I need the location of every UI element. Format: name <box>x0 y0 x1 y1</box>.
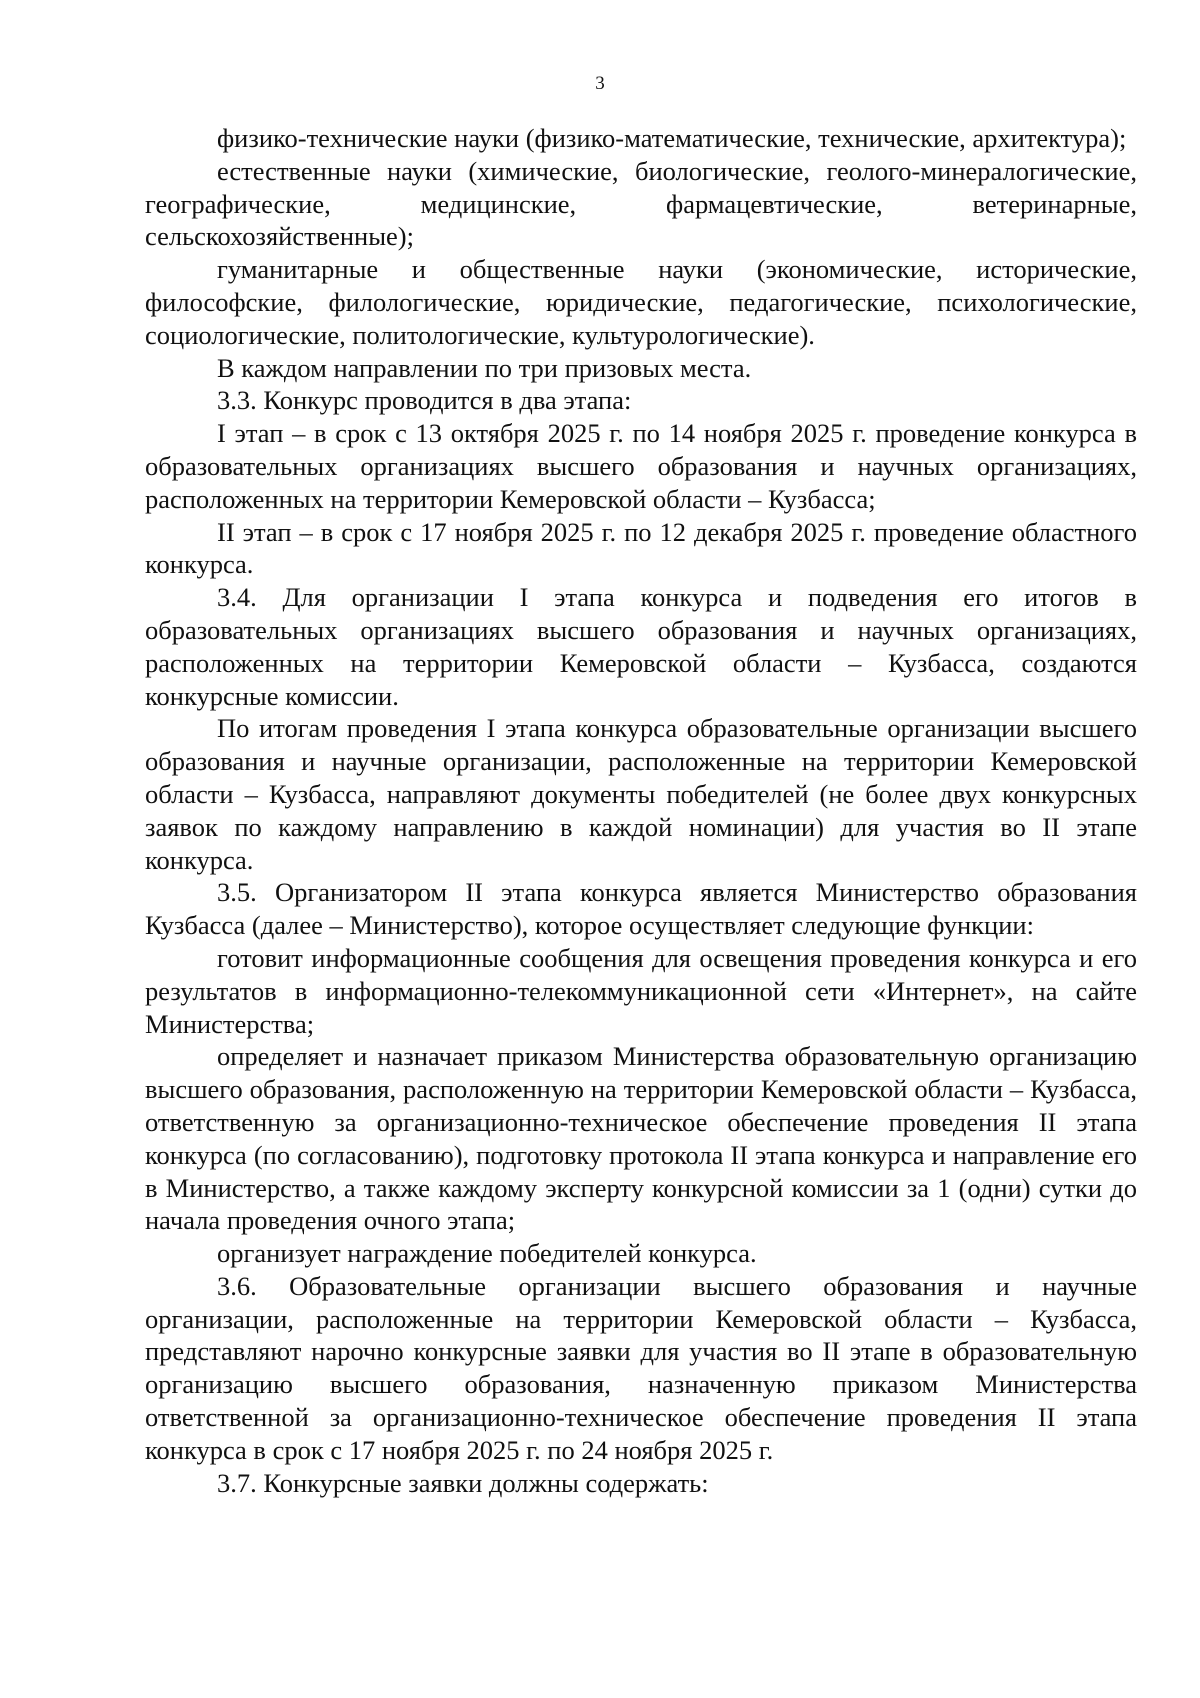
paragraph-stage-1: I этап – в срок с 13 октября 2025 г. по 14 ноября 2025 г. проведение конкурса в образовательных организациях высшего образования и научных организациях, расположенных на территории Кемеровской области – Кузбасса; <box>145 418 1137 514</box>
paragraph-stage-2: II этап – в срок с 17 ноября 2025 г. по 12 декабря 2025 г. проведение областного конкурса. <box>145 516 1137 580</box>
paragraph-3-4: 3.4. Для организации I этапа конкурса и подведения его итогов в образовательных организациях высшего образования и научных организациях, расположенных на территории Кемеровской области – Кузбасса, создаются конкурсные комиссии. <box>145 582 1137 711</box>
paragraph-physics-sciences: физико-технические науки (физико-математические, технические, архитектура); <box>217 123 1127 153</box>
paragraph-natural-sciences: естественные науки (химические, биологические, геолого-минералогические, географические, медицинские, фармацевтические, ветеринарные, сельскохозяйственные); <box>145 155 1137 252</box>
document-body <box>145 122 1137 1499</box>
paragraph-function-awards: организует награждение победителей конкурса. <box>217 1238 757 1269</box>
paragraph-humanities: гуманитарные и общественные науки (экономические, исторические, философские, филологические, юридические, педагогические, психологические, социологические, политологические, культурологические). <box>145 254 1137 350</box>
paragraph-function-appoints: определяет и назначает приказом Министерства образовательную организацию высшего образования, расположенную на территории Кемеровской области – Кузбасса, ответственную за организационно-техническое обеспечение проведения II этапа конкурса (по согласованию), подготовку протокола II этапа конкурса и направление его в Министерство, а также каждому эксперту конкурсной комиссии за 1 (одни) сутки до начала проведения очного этапа; <box>145 1041 1137 1236</box>
paragraph-3-6: 3.6. Образовательные организации высшего образования и научные организации, расположенные на территории Кемеровской области – Кузбасса, представляют нарочно конкурсные заявки для участия во II этапе в образовательную организацию высшего образования, назначенную приказом Министерства ответственной за организационно-техническое обеспечение проведения II этапа конкурса в срок с 17 ноября 2025 г. по 24 ноября 2025 г. <box>145 1270 1137 1465</box>
paragraph-3-7: 3.7. Конкурсные заявки должны содержать: <box>217 1467 709 1498</box>
paragraph-stage-1-results: По итогам проведения I этапа конкурса образовательные организации высшего образования и научные организации, расположенные на территории Кемеровской области – Кузбасса, направляют документы победителей (не более двух конкурсных заявок по каждому направлению в каждой номинации) для участия во II этапе конкурса. <box>145 713 1137 875</box>
paragraph-3-5: 3.5. Организатором II этапа конкурса является Министерство образования Кузбасса (далее – Министерство), которое осуществляет следующие функции: <box>145 877 1137 941</box>
paragraph-prize-places: В каждом направлении по три призовых места. <box>217 352 752 383</box>
paragraph-3-3: 3.3. Конкурс проводится в два этапа: <box>217 385 632 416</box>
paragraph-function-announcements: готовит информационные сообщения для освещения проведения конкурса и его результатов в информационно-телекоммуникационной сети «Интернет», на сайте Министерства; <box>145 942 1137 1039</box>
page-number: 3 <box>595 73 605 94</box>
